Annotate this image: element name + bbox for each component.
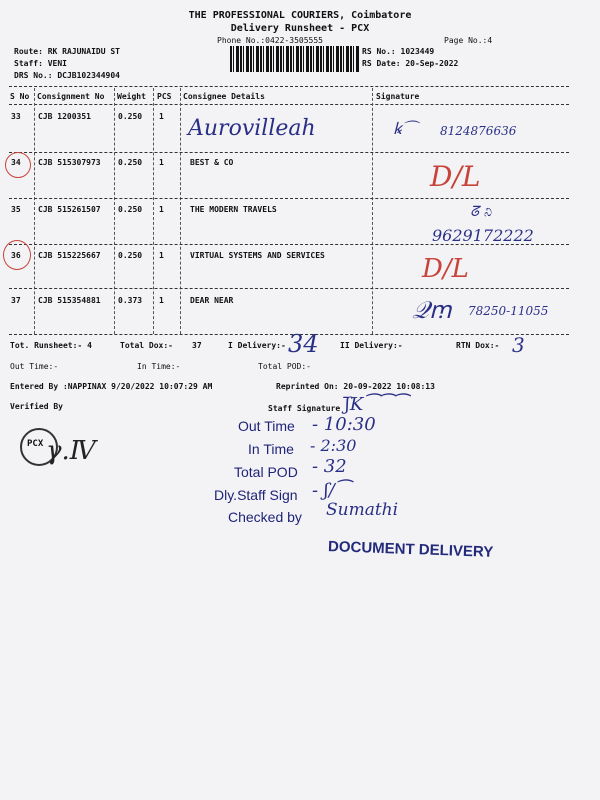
out-time-label: Out Time:-: [10, 362, 59, 371]
entered-by: Entered By :NAPPINAX 9/20/2022 10:07:29 AM: [10, 382, 213, 391]
handwritten-signature: ꝃ⌒: [393, 119, 418, 138]
page-number: Page No.:4: [444, 36, 493, 45]
rtn-dox-handwritten: 3: [512, 333, 525, 357]
table-row-weight: 0.250: [118, 205, 143, 214]
handwritten-phone: 8124876636: [440, 124, 517, 138]
col-sno: S No: [10, 92, 30, 101]
i-delivery-handwritten: 34: [288, 330, 319, 358]
table-row-pcs: 1: [159, 112, 164, 121]
table-row-sno: 37: [11, 296, 21, 305]
col-signature: Signature: [376, 92, 420, 101]
table-row-pcs: 1: [159, 251, 164, 260]
drs-number: DRS No.: DCJB102344904: [14, 71, 120, 80]
phone-number: Phone No.:0422-3505555: [217, 36, 323, 45]
table-row-consignment: CJB 515261507: [38, 205, 101, 214]
table-row-weight: 0.250: [118, 158, 143, 167]
table-header-rule: [9, 104, 569, 105]
stamp-dly-staff-sign: - ʃ/⁀: [312, 480, 350, 501]
runsheet-subtitle: Delivery Runsheet - PCX: [230, 23, 370, 34]
stamp-total-pod-value: - 32: [312, 456, 347, 477]
table-row-sno: 34: [11, 158, 21, 167]
document-delivery-stamp: DOCUMENT DELIVERY: [327, 538, 494, 561]
row-rule: [9, 152, 569, 153]
stamp-checked-by-label: Checked by: [228, 509, 302, 525]
handwritten-consignee: Aurovilleah: [188, 116, 316, 141]
rs-date: RS Date: 20-Sep-2022: [362, 59, 459, 68]
verified-by: Verified By: [10, 402, 63, 411]
stamp-dly-staff-label: Dly.Staff Sign: [214, 487, 298, 503]
route: Route: RK RAJUNAIDU ST: [14, 47, 120, 56]
table-row-pcs: 1: [159, 296, 164, 305]
table-row-consignee: VIRTUAL SYSTEMS AND SERVICES: [190, 251, 325, 260]
table-row-consignee: BEST & CO: [190, 158, 234, 167]
stamp-in-time-label: In Time: [248, 441, 294, 457]
table-row-weight: 0.250: [118, 112, 143, 121]
col-weight: Weight: [117, 92, 146, 101]
table-row-sno: 35: [11, 205, 21, 214]
i-delivery-label: I Delivery:-: [228, 341, 286, 350]
row-rule: [9, 198, 569, 199]
in-time-label: In Time:-: [137, 362, 181, 371]
table-row-sno: 36: [11, 251, 21, 260]
pcx-seal-text: PCX: [27, 439, 44, 449]
table-row-consignee: THE MODERN TRAVELS: [190, 205, 277, 214]
row-rule: [9, 244, 569, 245]
stamp-total-pod-label: Total POD: [234, 464, 298, 480]
rs-number: RS No.: 1023449: [362, 47, 435, 56]
col-pcs: PCS: [157, 92, 172, 101]
red-dl-mark: D/L: [430, 160, 481, 193]
stamp-in-time-value: - 2:30: [310, 436, 357, 455]
table-row-sno: 33: [11, 112, 21, 121]
staff-signature-handwritten: ʃ̄K⁀⁀⁀: [345, 394, 407, 415]
stamp-out-time-value: - 10:30: [312, 414, 376, 435]
row-rule: [9, 288, 569, 289]
red-dl-mark: D/L: [422, 254, 469, 284]
barcode: [230, 46, 360, 72]
table-row-weight: 0.373: [118, 296, 143, 305]
table-top-rule: [9, 86, 569, 87]
table-row-consignment: CJB 515354881: [38, 296, 101, 305]
table-row-pcs: 1: [159, 158, 164, 167]
col-sep: [153, 88, 154, 334]
handwritten-signature: ᘔ ನಿ: [470, 204, 492, 220]
total-dox-label: Total Dox:-: [120, 341, 173, 350]
col-sep: [34, 88, 35, 334]
col-consignee: Consignee Details: [183, 92, 265, 101]
table-row-weight: 0.250: [118, 251, 143, 260]
col-sep: [114, 88, 115, 334]
tot-runsheet: Tot. Runsheet:- 4: [10, 341, 92, 350]
handwritten-phone: 9629172222: [432, 226, 534, 245]
table-row-consignment: CJB 515307973: [38, 158, 101, 167]
col-sep: [372, 88, 373, 334]
table-row-consignee: DEAR NEAR: [190, 296, 234, 305]
ii-delivery-label: II Delivery:-: [340, 341, 403, 350]
handwritten-signature: 𝒬ꭑ: [412, 296, 452, 324]
company-title: THE PROFESSIONAL COURIERS, Coimbatore: [188, 10, 412, 21]
total-dox-value: 37: [192, 341, 202, 350]
stamp-checked-by-sign: Sumathi: [326, 500, 399, 520]
rtn-dox-label: RTN Dox:-: [456, 341, 500, 350]
staff: Staff: VENI: [14, 59, 67, 68]
reprinted-on: Reprinted On: 20-09-2022 10:08:13: [276, 382, 435, 391]
col-consignment: Consignment No: [37, 92, 105, 101]
verifier-signature: γ.Ⅳ: [46, 436, 96, 466]
table-row-pcs: 1: [159, 205, 164, 214]
table-row-consignment: CJB 1200351: [38, 112, 91, 121]
stamp-out-time-label: Out Time: [238, 418, 295, 434]
col-sep: [180, 88, 181, 334]
table-row-consignment: CJB 515225667: [38, 251, 101, 260]
staff-signature-label: Staff Signature: [268, 404, 341, 413]
total-pod-label: Total POD:-: [258, 362, 311, 371]
handwritten-phone: 78250-11055: [468, 304, 549, 318]
